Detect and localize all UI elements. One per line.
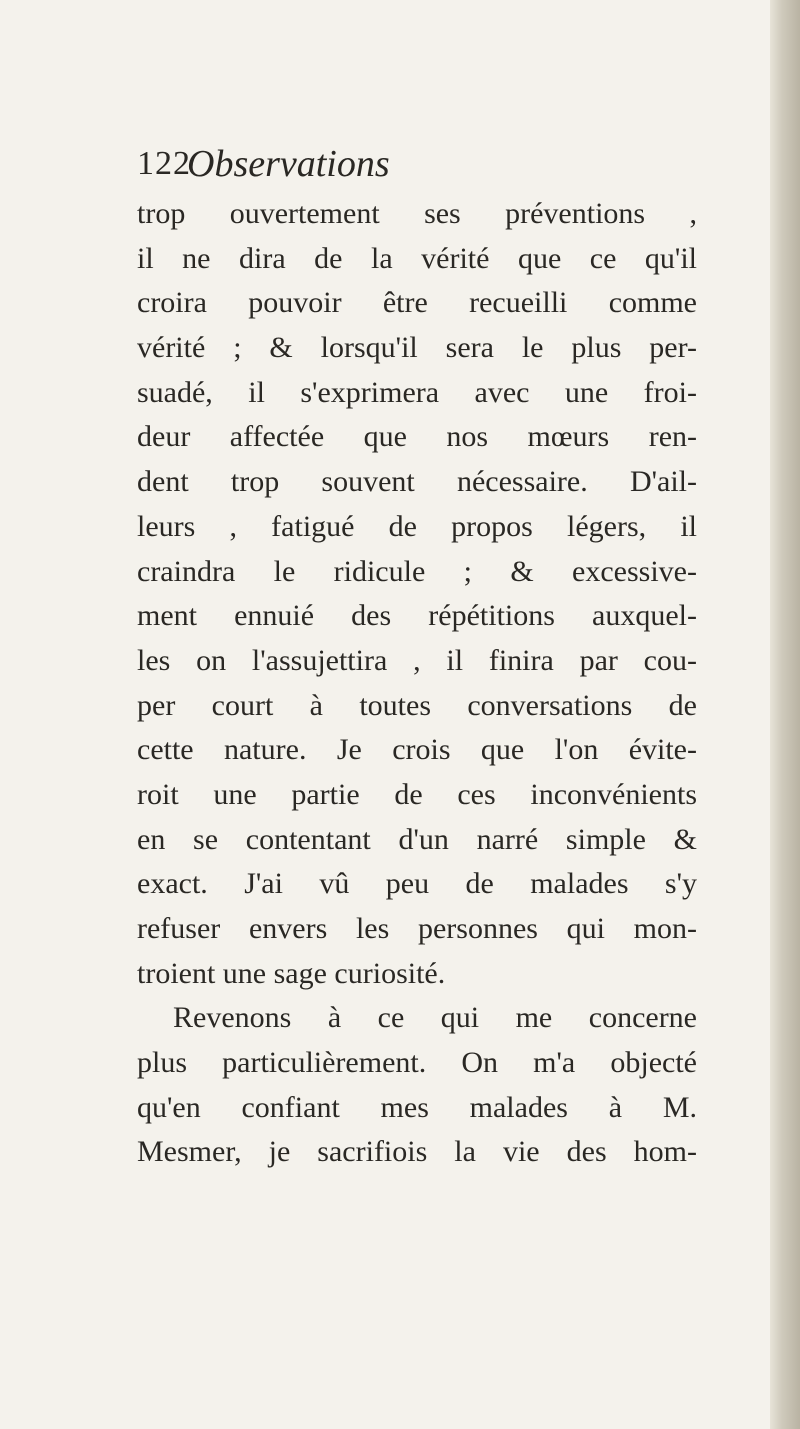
text-line: refuser envers les personnes qui mon- (137, 912, 697, 945)
text-line: craindra le ridicule ; & excessive- (137, 554, 697, 588)
text-line: croira pouvoir être recueilli comme (137, 286, 697, 320)
text-line: qu'en confiant mes malades à M. (137, 1090, 697, 1124)
text-line: troient une sage curiosité. (137, 956, 446, 990)
text-line: suadé, il s'exprimera avec une froi- (137, 375, 697, 409)
text-line: les on l'assujettira , il finira par cou- (137, 643, 697, 677)
text-line: roit une partie de ces inconvénients (137, 777, 697, 811)
text-line: Revenons à ce qui me concerne (173, 1001, 697, 1035)
text-line: en se contentant d'un narré simple & (137, 822, 697, 856)
page-edge (770, 0, 800, 1429)
text-line: vérité ; & lorsqu'il sera le plus per- (137, 331, 697, 365)
running-title: Observations (187, 143, 390, 185)
text-line: exact. J'ai vû peu de malades s'y (137, 867, 697, 901)
text-line: Mesmer, je sacrifiois la vie des hom- (137, 1135, 697, 1169)
text-line: trop ouvertement ses préventions , (137, 197, 697, 230)
running-head (137, 142, 697, 186)
page-number: 122 (137, 145, 191, 182)
text-line: dent trop souvent nécessaire. D'ail- (137, 465, 697, 499)
text-line: ment ennuié des répétitions auxquel- (137, 599, 697, 633)
text-line: deur affectée que nos mœurs ren- (137, 420, 697, 454)
text-line: plus particulièrement. On m'a objecté (137, 1046, 697, 1080)
text-line: il ne dira de la vérité que ce qu'il (137, 241, 697, 275)
text-line: per court à toutes conversations de (137, 688, 697, 722)
text-line: cette nature. Je crois que l'on évite- (137, 733, 697, 767)
text-line: leurs , fatigué de propos légers, il (137, 509, 697, 543)
body-text (137, 192, 697, 1175)
